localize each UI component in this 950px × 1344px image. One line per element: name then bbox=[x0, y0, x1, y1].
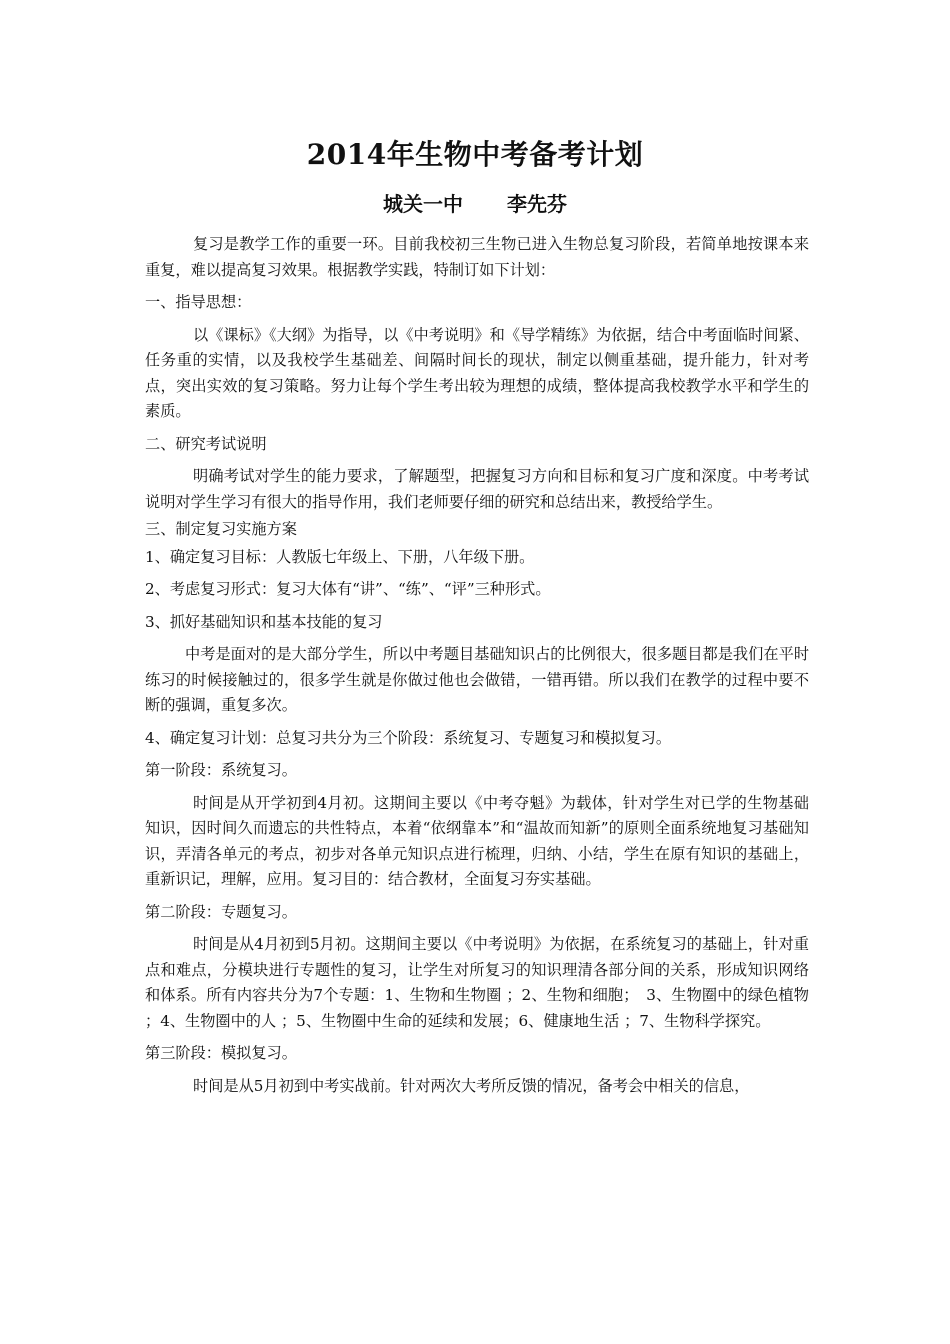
section-heading: 二、研究考试说明 bbox=[145, 434, 267, 453]
phase-heading: 第二阶段：专题复习。 bbox=[145, 902, 297, 921]
list-item: 1、确定复习目标：人教版七年级上、下册，八年级下册。 bbox=[145, 547, 535, 566]
document-title: 2014年生物中考备考计划 bbox=[306, 138, 644, 171]
list-item: 4、确定复习计划：总复习共分为三个阶段：系统复习、专题复习和模拟复习。 bbox=[145, 728, 672, 747]
document-byline bbox=[0, 188, 950, 217]
school-name: 城关一中 bbox=[383, 192, 463, 216]
list-item: 3、抓好基础知识和基本技能的复习 bbox=[145, 612, 383, 631]
body-paragraph: 中考是面对的是大部分学生，所以中考题目基础知识占的比例很大，很多题目都是我们在平时练习的时候接触过的，很多学生就是你做过他也会做错，一错再错。所以我们在教学的过程中要不断的强调，重复多次。 bbox=[145, 645, 809, 714]
phase-heading: 第一阶段：系统复习。 bbox=[145, 761, 297, 779]
section-heading: 一、指导思想： bbox=[145, 293, 252, 311]
body-paragraph: 时间是从4月初到5月初。这期间主要以《中考说明》为依据，在系统复习的基础上，针对重点和难点，分模块进行专题性的复习，让学生对所复习的知识理清各部分间的关系，形成知识网络和体系。所有内容共分为7个专题：1、生物和生物圈 ；2、生物和细胞； 3、生物圈中的绿色植物 ；4、生物圈中的人 ；5、生物圈中生命的延续和发展；6、健康地生活 ；7、生物科学探究。 bbox=[145, 935, 809, 1030]
body-paragraph: 以《课标》《大纲》为指导，以《中考说明》和《导学精练》为依据，结合中考面临时间紧、任务重的实情，以及我校学生基础差、间隔时间长的现状，制定以侧重基础，提升能力，针对考点，突出实效的复习策略。努力让每个学生考出较为理想的成绩，整体提高我校教学水平和学生的素质。 bbox=[145, 325, 809, 420]
list-item: 2、考虑复习形式：复习大体有“讲”、“练”、“评”三种形式。 bbox=[145, 580, 551, 598]
phase-heading: 第三阶段：模拟复习。 bbox=[145, 1044, 297, 1062]
body-paragraph: 时间是从开学初到4月初。这期间主要以《中考夺魁》为载体，针对学生对已学的生物基础知识，因时间久而遗忘的共性特点，本着“依纲靠本”和“温故而知新”的原则全面系统地复习基础知识，弄清各单元的考点，初步对各单元知识点进行梳理，归纳、小结，学生在原有知识的基础上，重新识记，理解，应用。复习目的：结合教材，全面复习夯实基础。 bbox=[145, 793, 809, 888]
document-body bbox=[145, 232, 809, 1106]
body-paragraph: 时间是从5月初到中考实战前。针对两次大考所反馈的情况，备考会中相关的信息， bbox=[193, 1076, 750, 1095]
body-paragraph: 明确考试对学生的能力要求，了解题型，把握复习方向和目标和复习广度和深度。中考考试说明对学生学习有很大的指导作用，我们老师要仔细的研究和总结出来，教授给学生。 bbox=[145, 467, 809, 511]
section-heading: 三、制定复习实施方案 bbox=[145, 520, 297, 538]
author-name: 李先芬 bbox=[507, 192, 567, 216]
intro-paragraph: 复习是教学工作的重要一环。目前我校初三生物已进入生物总复习阶段，若简单地按课本来重复，难以提高复习效果。根据教学实践，特制订如下计划： bbox=[145, 235, 809, 279]
